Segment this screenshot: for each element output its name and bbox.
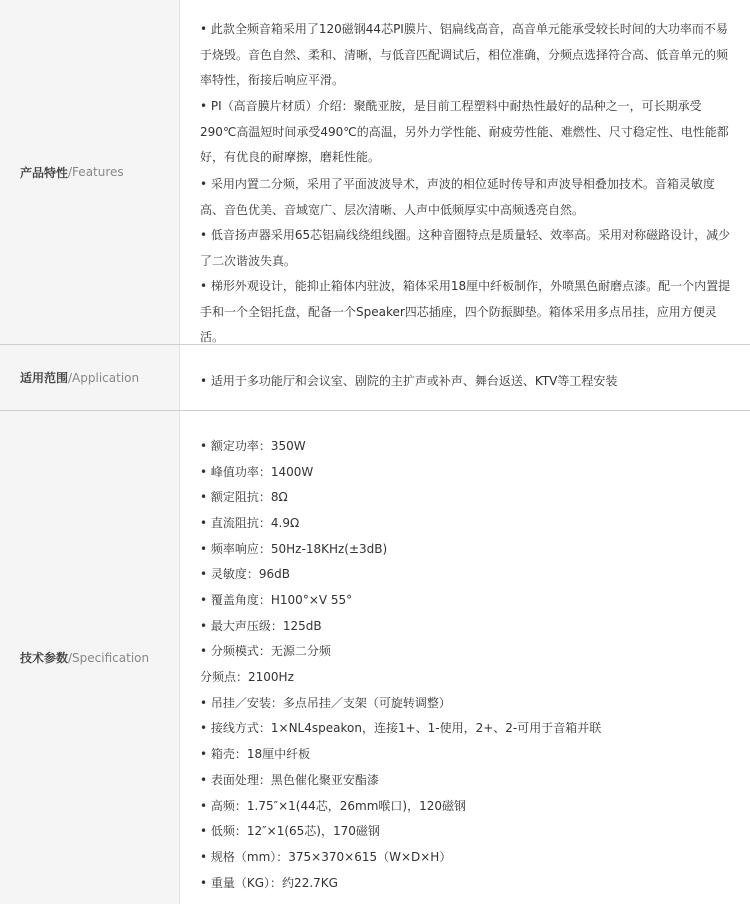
features-item: • 采用内置二分频，采用了平面波波导术，声波的相位延时传导和声波导相叠加技术。音箱灵敏度高、音色优美、音域宽广、层次清晰、人声中低频厚实中高频透亮自然。 (200, 177, 715, 217)
spec-item: • 吊挂／安装：多点吊挂／支架（可旋转调整） (200, 696, 451, 710)
spec-item: • 直流阻抗：4.9Ω (200, 516, 300, 530)
spec-item: • 峰值功率：1400W (200, 465, 314, 479)
spec-item: • 箱壳：18厘中纤板 (200, 747, 311, 761)
spec-item: • 分频模式：无源二分频 (200, 644, 331, 658)
spec-item: • 额定功率：350W (200, 439, 306, 453)
spec-item: • 覆盖角度：H100°×V 55° (200, 593, 353, 607)
specification-label-cn: 技术参数 (20, 651, 69, 665)
spec-item: • 高频：1.75″×1(44芯，26mm喉口)，120磁钢 (200, 799, 466, 813)
spec-item: • 规格（mm）：375×370×615（W×D×H） (200, 850, 452, 864)
features-label-cn: 产品特性 (20, 165, 69, 180)
specification-label (0, 411, 180, 904)
spec-item: • 表面处理：黑色催化聚亚安酯漆 (200, 773, 379, 787)
application-label-en: /Application (68, 370, 140, 385)
spec-item: • 额定阻抗：8Ω (200, 490, 288, 504)
features-item: • 低音扬声器采用65芯铝扁线绕组线圈。这种音圈特点是质量轻、效率高。采用对称磁路设计，减少了二次谐波失真。 (200, 228, 731, 268)
spec-item: • 频率响应：50Hz-18KHz(±3dB) (200, 542, 388, 556)
features-label-en: /Features (68, 165, 124, 179)
application-text: • 适用于多功能厅和会议室、剧院的主扩声或补声、舞台返送、KTV等工程安装 (200, 374, 618, 388)
spec-item: • 接线方式：1×NL4speakon，连接1+、1-使用，2+、2-可用于音箱并联 (200, 721, 602, 735)
features-item: • 此款全频音箱采用了120磁钢44芯PI膜片、铝扁线高音，高音单元能承受较长时间的大功率而不易于烧毁。音色自然、柔和、清晰，与低音匹配调试后，相位准确，分频点选择符合高、低音单元的频率特性，衔接后响应平滑。 (200, 22, 729, 88)
features-item: • 梯形外观设计，能抑止箱体内驻波，箱体采用18厘中纤板制作，外喷黑色耐磨点漆。配一个内置提手和一个全铝托盘，配备一个Speaker四芯插座，四个防振脚垫。箱体采用多点吊挂，应用方便灵活。 (200, 279, 731, 345)
spec-item: • 灵敏度：96dB (200, 567, 291, 581)
spec-item: • 低频：12″×1(65芯)，170磁钢 (200, 824, 380, 838)
spec-item: • 最大声压级：125dB (200, 619, 322, 633)
application-label (0, 345, 180, 410)
features-item: • PI（高音膜片材质）介绍：聚酰亚胺，是目前工程塑料中耐热性最好的品种之一，可长期承受290℃高温短时间承受490℃的高温，另外力学性能、耐疲劳性能、难燃性、尺寸稳定性、电性能都好，有优良的耐摩擦，磨耗性能。 (200, 99, 729, 165)
features-label (0, 0, 180, 344)
application-label-cn: 适用范围 (20, 371, 69, 385)
spec-item: • 重量（KG）：约22.7KG (200, 876, 338, 890)
spec-item: 分频点：2100Hz (200, 670, 294, 684)
specification-label-en: /Specification (68, 650, 150, 665)
